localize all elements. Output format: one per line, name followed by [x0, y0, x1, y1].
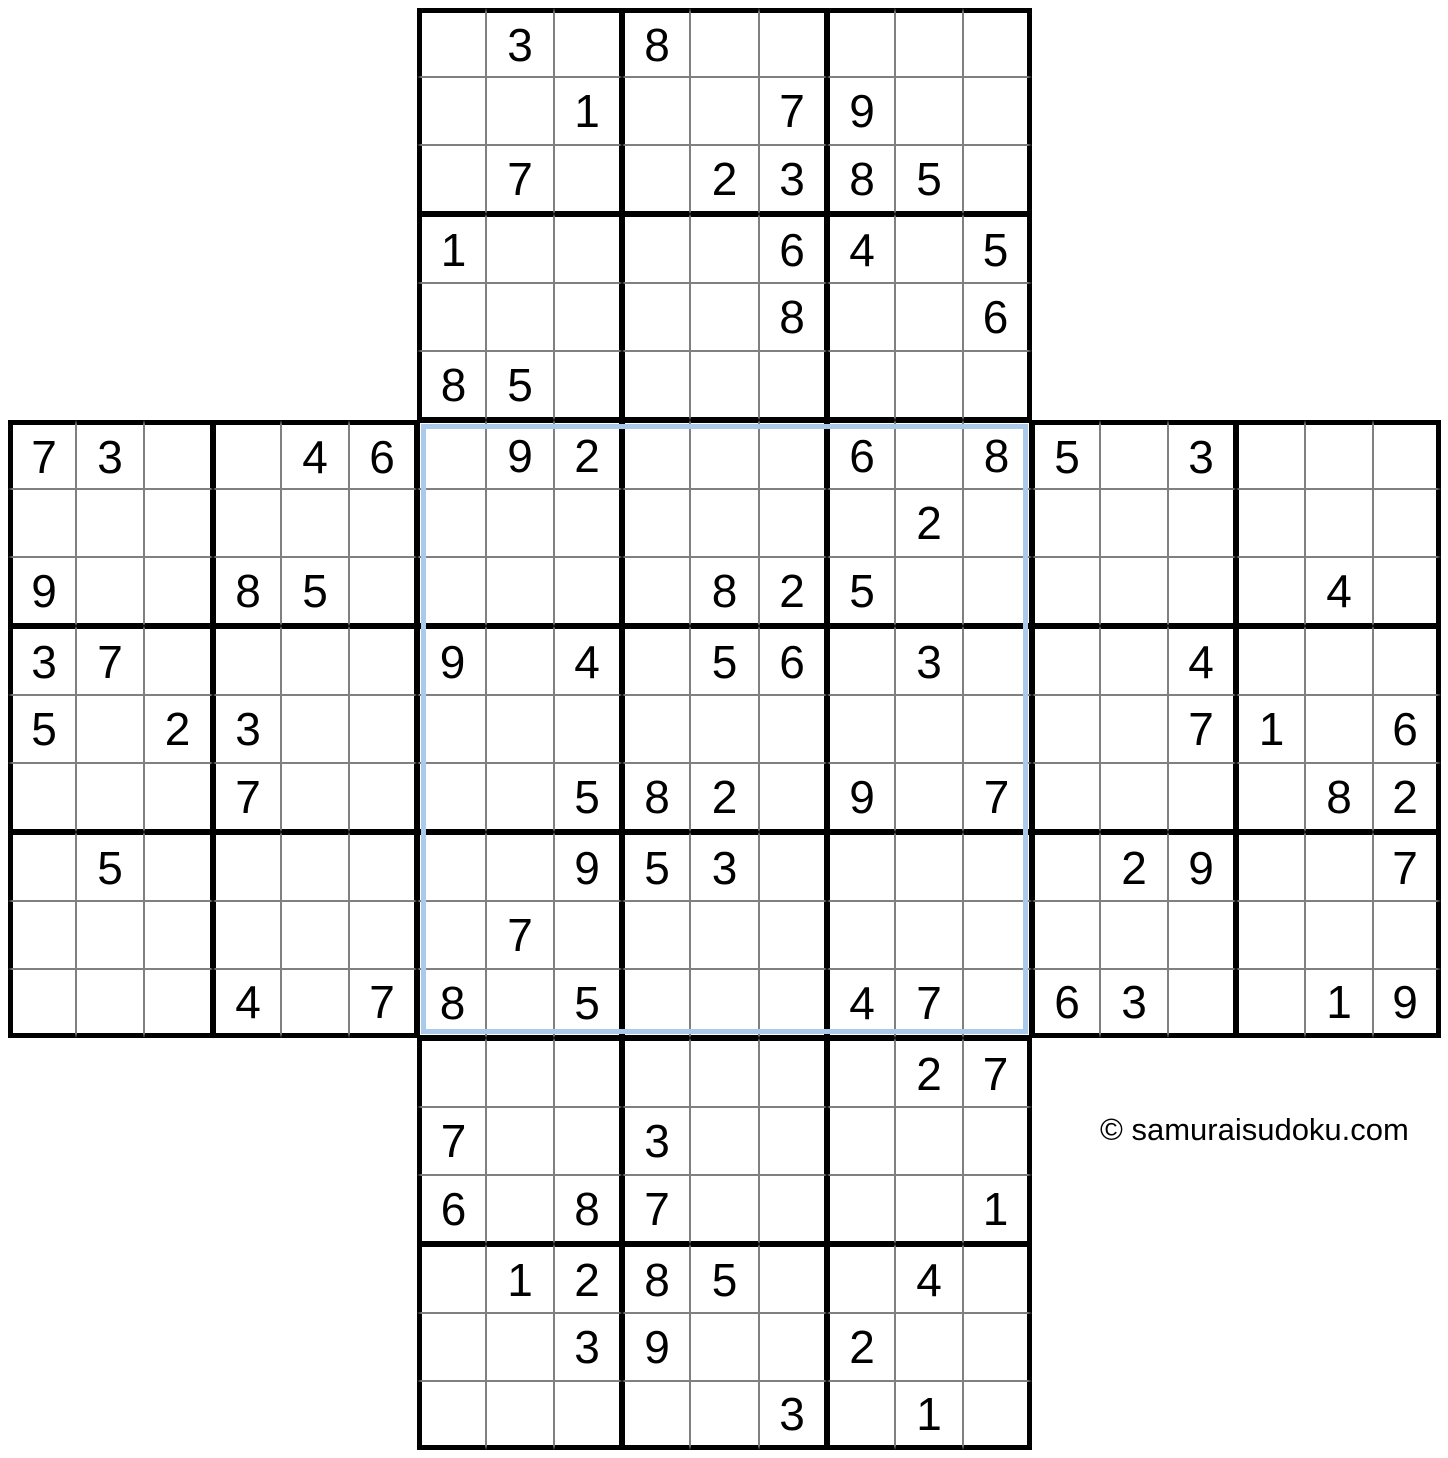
cell-r6-c8: 2	[554, 420, 622, 489]
cell-r13-c4[interactable]	[281, 901, 349, 969]
cell-r8-c17[interactable]	[1168, 557, 1236, 626]
cell-r13-c1[interactable]	[76, 901, 144, 969]
cell-r19-c11[interactable]	[759, 1313, 827, 1381]
cell-r8-c3: 8	[213, 557, 281, 626]
cell-r7-c6[interactable]	[417, 489, 486, 557]
cell-r9-c17: 4	[1168, 626, 1236, 695]
cell-r18-c10: 5	[690, 1244, 759, 1313]
cell-r15-c9[interactable]	[622, 1038, 690, 1107]
cell-r7-c11[interactable]	[759, 489, 827, 557]
cell-r8-c19: 4	[1305, 557, 1373, 626]
cell-r10-c3: 3	[213, 695, 281, 763]
cell-r13-c11[interactable]	[759, 901, 827, 969]
cell-r10-c18: 1	[1236, 695, 1305, 763]
cell-r4-c8[interactable]	[554, 283, 622, 351]
cell-r20-c7[interactable]	[486, 1381, 554, 1450]
cell-r6-c17: 3	[1168, 420, 1236, 489]
cell-r4-c9[interactable]	[622, 283, 690, 351]
cell-r8-c18[interactable]	[1236, 557, 1305, 626]
cell-r17-c6: 6	[417, 1175, 486, 1244]
cell-r1-c6[interactable]	[417, 77, 486, 145]
cell-r19-c13[interactable]	[895, 1313, 963, 1381]
cell-r5-c6: 8	[417, 351, 486, 420]
cell-r10-c12[interactable]	[827, 695, 895, 763]
cell-r8-c7[interactable]	[486, 557, 554, 626]
cell-r8-c4: 5	[281, 557, 349, 626]
cell-r13-c20[interactable]	[1373, 901, 1441, 969]
cell-r15-c12[interactable]	[827, 1038, 895, 1107]
cell-r17-c7[interactable]	[486, 1175, 554, 1244]
cell-r11-c6[interactable]	[417, 763, 486, 832]
cell-r8-c10: 8	[690, 557, 759, 626]
cell-r10-c19[interactable]	[1305, 695, 1373, 763]
cell-r1-c12: 9	[827, 77, 895, 145]
cell-r16-c11[interactable]	[759, 1107, 827, 1175]
cell-r17-c14: 1	[963, 1175, 1032, 1244]
cell-r8-c16[interactable]	[1100, 557, 1168, 626]
cell-r6-c18[interactable]	[1236, 420, 1305, 489]
cell-r7-c19[interactable]	[1305, 489, 1373, 557]
cell-r1-c8: 1	[554, 77, 622, 145]
cell-r18-c7: 1	[486, 1244, 554, 1313]
cell-r9-c3[interactable]	[213, 626, 281, 695]
cell-r17-c10[interactable]	[690, 1175, 759, 1244]
cell-r5-c7: 5	[486, 351, 554, 420]
cell-r20-c6[interactable]	[417, 1381, 486, 1450]
cell-r14-c1[interactable]	[76, 969, 144, 1038]
cell-r9-c20[interactable]	[1373, 626, 1441, 695]
cell-r18-c12[interactable]	[827, 1244, 895, 1313]
cell-r13-c8[interactable]	[554, 901, 622, 969]
cell-r7-c17[interactable]	[1168, 489, 1236, 557]
cell-r7-c12[interactable]	[827, 489, 895, 557]
cell-r2-c10: 2	[690, 145, 759, 214]
cell-r6-c4: 4	[281, 420, 349, 489]
cell-r19-c14[interactable]	[963, 1313, 1032, 1381]
cell-r14-c5: 7	[349, 969, 417, 1038]
cell-r2-c11: 3	[759, 145, 827, 214]
cell-r10-c11[interactable]	[759, 695, 827, 763]
cell-r10-c20: 6	[1373, 695, 1441, 763]
cell-r17-c8: 8	[554, 1175, 622, 1244]
cell-r3-c9[interactable]	[622, 214, 690, 283]
cell-r12-c0[interactable]	[8, 832, 76, 901]
cell-r10-c9[interactable]	[622, 695, 690, 763]
cell-r14-c15: 6	[1032, 969, 1100, 1038]
cell-r14-c10[interactable]	[690, 969, 759, 1038]
cell-r10-c8[interactable]	[554, 695, 622, 763]
cell-r9-c18[interactable]	[1236, 626, 1305, 695]
cell-r12-c15[interactable]	[1032, 832, 1100, 901]
cell-r12-c5[interactable]	[349, 832, 417, 901]
cell-r9-c10: 5	[690, 626, 759, 695]
cell-r2-c7: 7	[486, 145, 554, 214]
cell-r11-c9: 8	[622, 763, 690, 832]
cell-r0-c12[interactable]	[827, 8, 895, 77]
cell-r15-c7[interactable]	[486, 1038, 554, 1107]
cell-r14-c12: 4	[827, 969, 895, 1038]
cell-r3-c6: 1	[417, 214, 486, 283]
cell-r7-c20[interactable]	[1373, 489, 1441, 557]
cell-r7-c16[interactable]	[1100, 489, 1168, 557]
cell-r6-c20[interactable]	[1373, 420, 1441, 489]
cell-r0-c6[interactable]	[417, 8, 486, 77]
cell-r13-c18[interactable]	[1236, 901, 1305, 969]
cell-r6-c15: 5	[1032, 420, 1100, 489]
cell-r11-c18[interactable]	[1236, 763, 1305, 832]
cell-r11-c2[interactable]	[144, 763, 213, 832]
cell-r12-c2[interactable]	[144, 832, 213, 901]
cell-r11-c0[interactable]	[8, 763, 76, 832]
cell-r9-c11: 6	[759, 626, 827, 695]
cell-r3-c8[interactable]	[554, 214, 622, 283]
cell-r10-c1[interactable]	[76, 695, 144, 763]
cell-r2-c9[interactable]	[622, 145, 690, 214]
cell-r18-c13: 4	[895, 1244, 963, 1313]
cell-r16-c14[interactable]	[963, 1107, 1032, 1175]
cell-r0-c9: 8	[622, 8, 690, 77]
cell-r16-c13[interactable]	[895, 1107, 963, 1175]
cell-r6-c6[interactable]	[417, 420, 486, 489]
cell-r5-c14[interactable]	[963, 351, 1032, 420]
cell-r5-c12[interactable]	[827, 351, 895, 420]
cell-r11-c5[interactable]	[349, 763, 417, 832]
cell-r11-c12: 9	[827, 763, 895, 832]
cell-r13-c9[interactable]	[622, 901, 690, 969]
cell-r11-c16[interactable]	[1100, 763, 1168, 832]
cell-r7-c18[interactable]	[1236, 489, 1305, 557]
cell-r7-c4[interactable]	[281, 489, 349, 557]
cell-r15-c11[interactable]	[759, 1038, 827, 1107]
cell-r9-c12[interactable]	[827, 626, 895, 695]
cell-r13-c0[interactable]	[8, 901, 76, 969]
cell-r10-c6[interactable]	[417, 695, 486, 763]
cell-r12-c11[interactable]	[759, 832, 827, 901]
cell-r6-c14: 8	[963, 420, 1032, 489]
cell-r15-c14: 7	[963, 1038, 1032, 1107]
cell-r20-c8[interactable]	[554, 1381, 622, 1450]
cell-r19-c10[interactable]	[690, 1313, 759, 1381]
cell-r14-c20: 9	[1373, 969, 1441, 1038]
cell-r12-c19[interactable]	[1305, 832, 1373, 901]
cell-r11-c8: 5	[554, 763, 622, 832]
cell-r7-c13: 2	[895, 489, 963, 557]
cell-r11-c15[interactable]	[1032, 763, 1100, 832]
cell-r9-c7[interactable]	[486, 626, 554, 695]
cell-r10-c14[interactable]	[963, 695, 1032, 763]
cell-r6-c10[interactable]	[690, 420, 759, 489]
cell-r11-c11[interactable]	[759, 763, 827, 832]
cell-r8-c6[interactable]	[417, 557, 486, 626]
cell-r19-c12: 2	[827, 1313, 895, 1381]
cell-r13-c15[interactable]	[1032, 901, 1100, 969]
cell-r10-c16[interactable]	[1100, 695, 1168, 763]
cell-r6-c11[interactable]	[759, 420, 827, 489]
cell-r12-c3[interactable]	[213, 832, 281, 901]
cell-r19-c9: 9	[622, 1313, 690, 1381]
cell-r14-c2[interactable]	[144, 969, 213, 1038]
cell-r12-c7[interactable]	[486, 832, 554, 901]
cell-r0-c7: 3	[486, 8, 554, 77]
cell-r0-c11[interactable]	[759, 8, 827, 77]
cell-r8-c20[interactable]	[1373, 557, 1441, 626]
cell-r11-c7[interactable]	[486, 763, 554, 832]
cell-r11-c13[interactable]	[895, 763, 963, 832]
cell-r1-c7[interactable]	[486, 77, 554, 145]
cell-r15-c10[interactable]	[690, 1038, 759, 1107]
cell-r10-c4[interactable]	[281, 695, 349, 763]
cell-r18-c8: 2	[554, 1244, 622, 1313]
cell-r11-c19: 8	[1305, 763, 1373, 832]
cell-r14-c0[interactable]	[8, 969, 76, 1038]
cell-r13-c10[interactable]	[690, 901, 759, 969]
cell-r13-c5[interactable]	[349, 901, 417, 969]
cell-r1-c14[interactable]	[963, 77, 1032, 145]
cell-r11-c10: 2	[690, 763, 759, 832]
cell-r20-c12[interactable]	[827, 1381, 895, 1450]
cell-r11-c4[interactable]	[281, 763, 349, 832]
cell-r14-c4[interactable]	[281, 969, 349, 1038]
cell-r19-c8: 3	[554, 1313, 622, 1381]
cell-r9-c9[interactable]	[622, 626, 690, 695]
cell-r12-c12[interactable]	[827, 832, 895, 901]
cell-r16-c12[interactable]	[827, 1107, 895, 1175]
cell-r20-c13: 1	[895, 1381, 963, 1450]
cell-r12-c10: 3	[690, 832, 759, 901]
cell-r13-c2[interactable]	[144, 901, 213, 969]
cell-r8-c11: 2	[759, 557, 827, 626]
cell-r7-c1[interactable]	[76, 489, 144, 557]
cell-r12-c6[interactable]	[417, 832, 486, 901]
cell-r6-c3[interactable]	[213, 420, 281, 489]
cell-r4-c6[interactable]	[417, 283, 486, 351]
cell-r14-c9[interactable]	[622, 969, 690, 1038]
cell-r6-c1: 3	[76, 420, 144, 489]
cell-r13-c12[interactable]	[827, 901, 895, 969]
cell-r1-c11: 7	[759, 77, 827, 145]
cell-r7-c10[interactable]	[690, 489, 759, 557]
cell-r7-c15[interactable]	[1032, 489, 1100, 557]
cell-r8-c1[interactable]	[76, 557, 144, 626]
cell-r0-c8[interactable]	[554, 8, 622, 77]
cell-r3-c13[interactable]	[895, 214, 963, 283]
cell-r5-c13[interactable]	[895, 351, 963, 420]
cell-r8-c5[interactable]	[349, 557, 417, 626]
cell-r13-c14[interactable]	[963, 901, 1032, 969]
cell-r2-c12: 8	[827, 145, 895, 214]
cell-r2-c8[interactable]	[554, 145, 622, 214]
cell-r0-c14[interactable]	[963, 8, 1032, 77]
cell-r6-c5: 6	[349, 420, 417, 489]
cell-r6-c12: 6	[827, 420, 895, 489]
cell-r9-c4[interactable]	[281, 626, 349, 695]
cell-r13-c13[interactable]	[895, 901, 963, 969]
cell-r11-c17[interactable]	[1168, 763, 1236, 832]
cell-r14-c19: 1	[1305, 969, 1373, 1038]
cell-r10-c15[interactable]	[1032, 695, 1100, 763]
cell-r16-c8[interactable]	[554, 1107, 622, 1175]
cell-r4-c11: 8	[759, 283, 827, 351]
cell-r20-c10[interactable]	[690, 1381, 759, 1450]
cell-r3-c11: 6	[759, 214, 827, 283]
cell-r10-c2: 2	[144, 695, 213, 763]
cell-r14-c16: 3	[1100, 969, 1168, 1038]
cell-r9-c19[interactable]	[1305, 626, 1373, 695]
cell-r12-c8: 9	[554, 832, 622, 901]
cell-r8-c2[interactable]	[144, 557, 213, 626]
cell-r20-c11: 3	[759, 1381, 827, 1450]
cell-r13-c6[interactable]	[417, 901, 486, 969]
cell-r4-c7[interactable]	[486, 283, 554, 351]
cell-r3-c12: 4	[827, 214, 895, 283]
cell-r14-c11[interactable]	[759, 969, 827, 1038]
cell-r9-c14[interactable]	[963, 626, 1032, 695]
cell-r13-c16[interactable]	[1100, 901, 1168, 969]
cell-r9-c0: 3	[8, 626, 76, 695]
cell-r8-c9[interactable]	[622, 557, 690, 626]
cell-r19-c6[interactable]	[417, 1313, 486, 1381]
cell-r13-c17[interactable]	[1168, 901, 1236, 969]
cell-r18-c14[interactable]	[963, 1244, 1032, 1313]
cell-r12-c9: 5	[622, 832, 690, 901]
cell-r12-c1: 5	[76, 832, 144, 901]
cell-r10-c7[interactable]	[486, 695, 554, 763]
cell-r11-c1[interactable]	[76, 763, 144, 832]
cell-r14-c8: 5	[554, 969, 622, 1038]
cell-r10-c17: 7	[1168, 695, 1236, 763]
cell-r18-c11[interactable]	[759, 1244, 827, 1313]
cell-r10-c5[interactable]	[349, 695, 417, 763]
cell-r18-c6[interactable]	[417, 1244, 486, 1313]
cell-r3-c10[interactable]	[690, 214, 759, 283]
cell-r7-c9[interactable]	[622, 489, 690, 557]
cell-r12-c17: 9	[1168, 832, 1236, 901]
cell-r14-c17[interactable]	[1168, 969, 1236, 1038]
cell-r11-c3: 7	[213, 763, 281, 832]
cell-r19-c7[interactable]	[486, 1313, 554, 1381]
cell-r7-c5[interactable]	[349, 489, 417, 557]
cell-r8-c12: 5	[827, 557, 895, 626]
cell-r17-c13[interactable]	[895, 1175, 963, 1244]
cell-r7-c3[interactable]	[213, 489, 281, 557]
cell-r7-c8[interactable]	[554, 489, 622, 557]
cell-r9-c13: 3	[895, 626, 963, 695]
cell-r12-c20: 7	[1373, 832, 1441, 901]
cell-r5-c8[interactable]	[554, 351, 622, 420]
cell-r17-c9: 7	[622, 1175, 690, 1244]
cell-r8-c0: 9	[8, 557, 76, 626]
cell-r9-c15[interactable]	[1032, 626, 1100, 695]
cell-r9-c8: 4	[554, 626, 622, 695]
cell-r4-c10[interactable]	[690, 283, 759, 351]
cell-r1-c9[interactable]	[622, 77, 690, 145]
cell-r12-c18[interactable]	[1236, 832, 1305, 901]
cell-r0-c13[interactable]	[895, 8, 963, 77]
cell-r3-c7[interactable]	[486, 214, 554, 283]
cell-r6-c2[interactable]	[144, 420, 213, 489]
cell-r6-c19[interactable]	[1305, 420, 1373, 489]
cell-r8-c15[interactable]	[1032, 557, 1100, 626]
cell-r11-c14: 7	[963, 763, 1032, 832]
cell-r6-c16[interactable]	[1100, 420, 1168, 489]
cell-r4-c13[interactable]	[895, 283, 963, 351]
cell-r20-c9[interactable]	[622, 1381, 690, 1450]
cell-r12-c16: 2	[1100, 832, 1168, 901]
cell-r14-c13: 7	[895, 969, 963, 1038]
cell-r6-c13[interactable]	[895, 420, 963, 489]
cell-r2-c14[interactable]	[963, 145, 1032, 214]
cell-r20-c14[interactable]	[963, 1381, 1032, 1450]
cell-r10-c10[interactable]	[690, 695, 759, 763]
copyright-text: © samuraisudoku.com	[1100, 1112, 1409, 1147]
cell-r1-c10[interactable]	[690, 77, 759, 145]
cell-r18-c9: 8	[622, 1244, 690, 1313]
cell-r6-c9[interactable]	[622, 420, 690, 489]
cell-r12-c14[interactable]	[963, 832, 1032, 901]
cell-r9-c1: 7	[76, 626, 144, 695]
cell-r3-c14: 5	[963, 214, 1032, 283]
cell-r14-c7[interactable]	[486, 969, 554, 1038]
cell-r10-c0: 5	[8, 695, 76, 763]
cell-r8-c14[interactable]	[963, 557, 1032, 626]
cell-r16-c10[interactable]	[690, 1107, 759, 1175]
cell-r9-c2[interactable]	[144, 626, 213, 695]
cell-r13-c3[interactable]	[213, 901, 281, 969]
cell-r13-c7: 7	[486, 901, 554, 969]
cell-r11-c20: 2	[1373, 763, 1441, 832]
cell-r2-c13: 5	[895, 145, 963, 214]
cell-r17-c11[interactable]	[759, 1175, 827, 1244]
cell-r6-c0: 7	[8, 420, 76, 489]
cell-r13-c19[interactable]	[1305, 901, 1373, 969]
cell-r14-c14[interactable]	[963, 969, 1032, 1038]
cell-r7-c2[interactable]	[144, 489, 213, 557]
cell-r16-c7[interactable]	[486, 1107, 554, 1175]
cell-r12-c13[interactable]	[895, 832, 963, 901]
cell-r16-c9: 3	[622, 1107, 690, 1175]
cell-r0-c10[interactable]	[690, 8, 759, 77]
cell-r4-c14: 6	[963, 283, 1032, 351]
cell-r14-c3: 4	[213, 969, 281, 1038]
cell-r9-c5[interactable]	[349, 626, 417, 695]
cell-r2-c6[interactable]	[417, 145, 486, 214]
cell-r15-c13: 2	[895, 1038, 963, 1107]
cell-r7-c0[interactable]	[8, 489, 76, 557]
cell-r8-c13[interactable]	[895, 557, 963, 626]
cell-r8-c8[interactable]	[554, 557, 622, 626]
cell-r17-c12[interactable]	[827, 1175, 895, 1244]
cell-r15-c8[interactable]	[554, 1038, 622, 1107]
cell-r1-c13[interactable]	[895, 77, 963, 145]
cell-r4-c12[interactable]	[827, 283, 895, 351]
cell-r14-c18[interactable]	[1236, 969, 1305, 1038]
cell-r6-c7: 9	[486, 420, 554, 489]
cell-r16-c6: 7	[417, 1107, 486, 1175]
cell-r7-c14[interactable]	[963, 489, 1032, 557]
cell-r9-c16[interactable]	[1100, 626, 1168, 695]
cell-r15-c6[interactable]	[417, 1038, 486, 1107]
cell-r14-c6: 8	[417, 969, 486, 1038]
cell-r7-c7[interactable]	[486, 489, 554, 557]
cell-r5-c11[interactable]	[759, 351, 827, 420]
cell-r9-c6: 9	[417, 626, 486, 695]
cell-r12-c4[interactable]	[281, 832, 349, 901]
cell-r5-c9[interactable]	[622, 351, 690, 420]
cell-r5-c10[interactable]	[690, 351, 759, 420]
cell-r10-c13[interactable]	[895, 695, 963, 763]
